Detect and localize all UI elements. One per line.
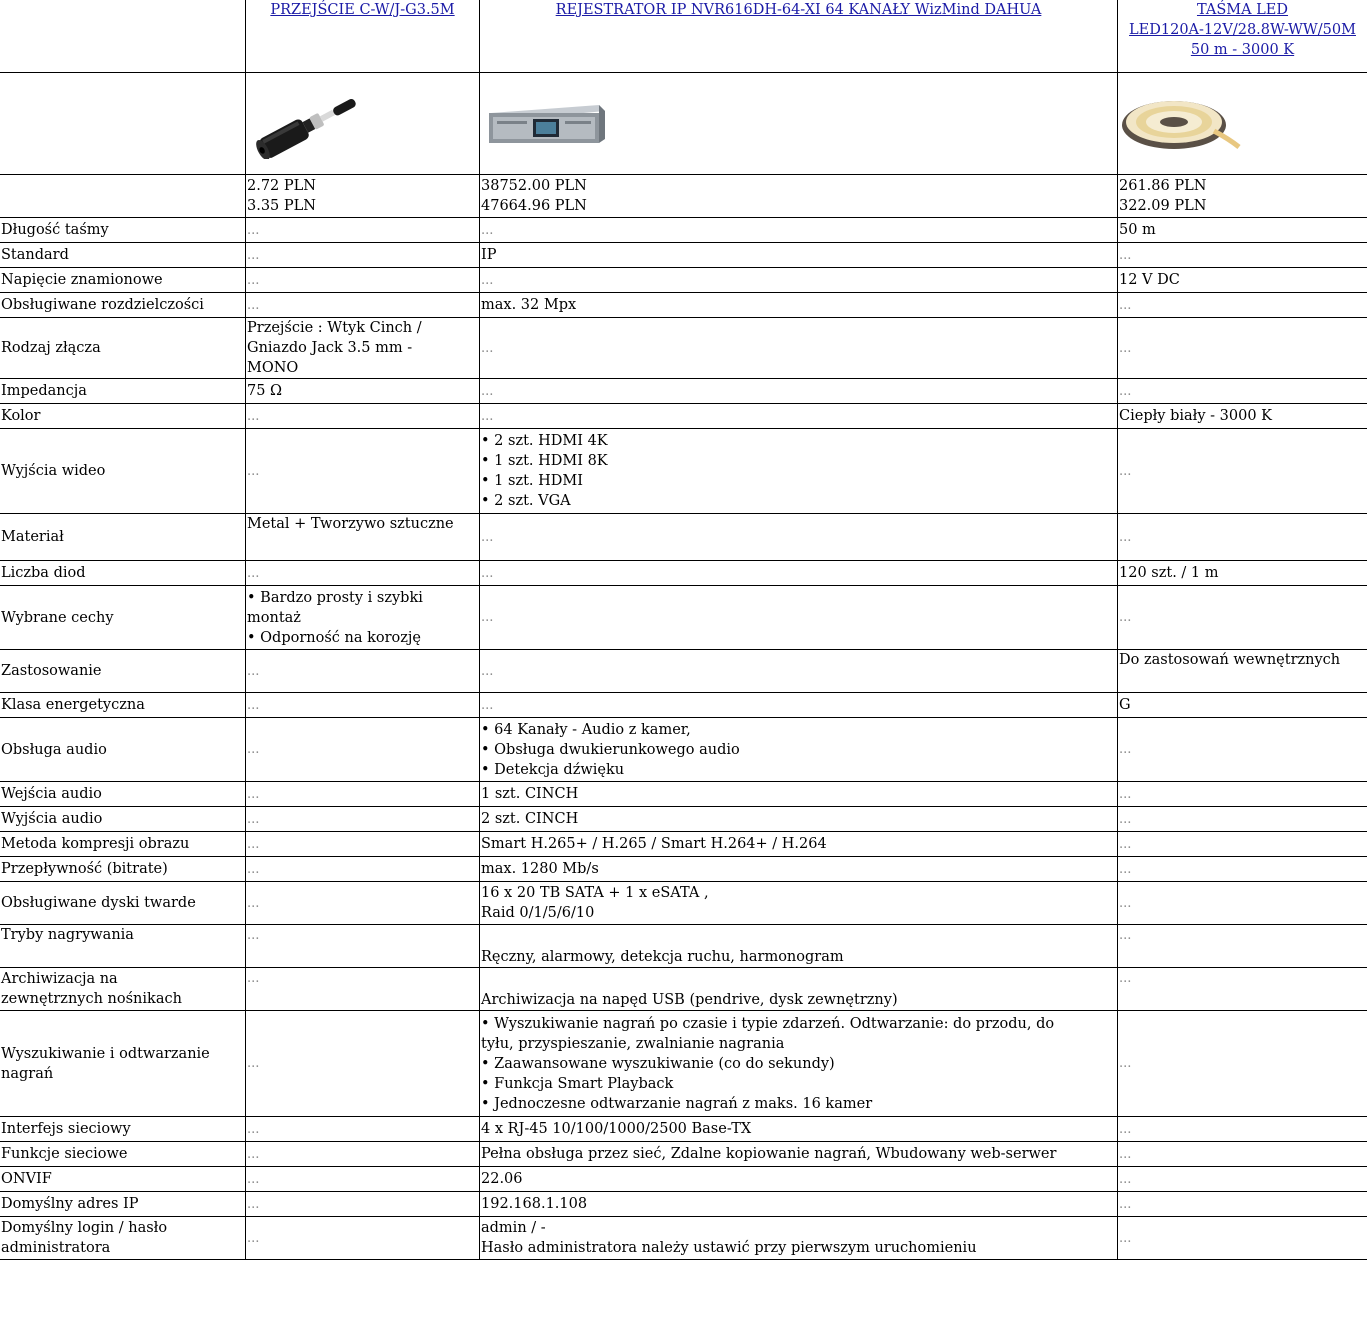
spec-label-text: Wybrane cechy [1,609,114,626]
spec-row [0,243,1367,268]
price-net: 2.72 PLN [247,178,316,194]
spec-value-nvr [480,857,1118,882]
spec-value-adapter-text: ... [247,247,260,263]
product-name-line: LED120A-12V/28.8W-WW/50M [1129,22,1356,38]
spec-row [0,404,1367,429]
spec-value-nvr-line: • 1 szt. HDMI [481,473,583,489]
product-link-adapter[interactable]: PRZEJŚCIE C-W/J-G3.5M [270,2,455,18]
spec-value-nvr-line: Hasło administratora należy ustawić przy pierwszym uruchomieniu [481,1240,977,1256]
spec-value-adapter-text: ... [247,971,260,986]
spec-value-adapter-text: ... [247,297,260,313]
nvr-product-image[interactable] [481,99,611,149]
spec-value-led-strip [1118,561,1367,586]
spec-value-adapter-text: ... [247,742,260,757]
spec-row [0,1217,1367,1260]
spec-label-text: Tryby nagrywania [1,927,134,943]
spec-label-text: Kolor [1,408,41,424]
spec-value-led-strip-text: 50 m [1119,222,1156,238]
spec-value-nvr [480,268,1118,293]
spec-label-line: Wyszukiwanie i odtwarzanie [1,1045,210,1062]
spec-label [0,693,246,718]
spec-value-led-strip [1118,1217,1367,1260]
spec-value-adapter [246,857,480,882]
spec-value-nvr [480,586,1118,650]
spec-label-text: Obsługiwane dyski twarde [1,895,196,911]
spec-value-nvr [480,379,1118,404]
spec-row [0,218,1367,243]
spec-label-line: nagrań [1,1065,54,1082]
spec-value-led-strip [1118,268,1367,293]
spec-value-led-strip [1118,218,1367,243]
spec-value-nvr-text: Pełna obsługa przez sieć, Zdalne kopiowanie nagrań, Wbudowany web-serwer [481,1146,1057,1162]
spec-label [0,832,246,857]
spec-label-text: Zastosowanie [1,663,102,679]
spec-value-nvr-text: ... [481,272,494,288]
spec-label-text: Domyślny adres IP [1,1196,139,1212]
spec-value-led-strip-text: ... [1119,1146,1132,1162]
spec-row [0,1117,1367,1142]
spec-label-text: Wejścia audio [1,786,102,802]
spec-label-text: Napięcie znamionowe [1,272,163,288]
spec-value-nvr-text: ... [481,340,494,356]
product-image-row [0,73,1367,175]
spec-value-nvr [480,650,1118,693]
spec-label-text: Materiał [1,529,64,545]
spec-value-led-strip-text: ... [1119,811,1132,827]
corner-cell [0,175,246,218]
spec-row [0,1011,1367,1117]
spec-value-adapter [246,379,480,404]
spec-value-nvr-text: 192.168.1.108 [481,1196,588,1212]
spec-value-led-strip [1118,925,1367,968]
spec-value-adapter-text: ... [247,786,260,802]
spec-label [0,243,246,268]
spec-label-text: Obsługiwane rozdzielczości [1,297,204,313]
spec-value-adapter [246,429,480,514]
spec-value-adapter-text: ... [247,463,260,479]
spec-value-led-strip [1118,1167,1367,1192]
spec-value-adapter-text: ... [247,861,260,877]
spec-row [0,1167,1367,1192]
spec-value-adapter [246,1192,480,1217]
price-gross: 3.35 PLN [247,198,316,214]
spec-label [0,293,246,318]
spec-value-nvr-text: ... [481,663,494,679]
spec-label [0,586,246,650]
spec-row [0,1192,1367,1217]
product-name-cell [1118,0,1367,73]
spec-value-led-strip-text: ... [1119,383,1132,399]
spec-value-nvr [480,429,1118,514]
spec-value-nvr [480,1142,1118,1167]
spec-value-nvr-line: • 64 Kanały - Audio z kamer, [481,721,691,738]
spec-label [0,268,246,293]
spec-label-line: zewnętrznych nośnikach [1,991,182,1007]
spec-value-nvr-text: Ręczny, alarmowy, detekcja ruchu, harmonogram [481,949,844,965]
spec-label [0,968,246,1011]
spec-value-adapter-text: ... [247,1230,260,1246]
spec-value-nvr-line: • Funkcja Smart Playback [481,1075,674,1092]
led-strip-product-image[interactable] [1119,89,1244,159]
spec-row [0,718,1367,782]
spec-value-adapter-text: ... [247,1146,260,1162]
spec-value-adapter [246,561,480,586]
spec-value-adapter-line: • Bardzo prosty i szybki [247,589,423,606]
spec-value-adapter [246,514,480,561]
spec-value-nvr [480,218,1118,243]
spec-value-led-strip [1118,379,1367,404]
spec-value-adapter-line: Gniazdo Jack 3.5 mm - [247,340,413,356]
spec-value-led-strip-text: ... [1119,247,1132,263]
spec-label [0,218,246,243]
spec-value-adapter [246,1167,480,1192]
spec-value-led-strip-text: G [1119,697,1131,713]
spec-value-adapter-text: Metal + Tworzywo sztuczne [247,516,454,532]
spec-value-adapter [246,968,480,1011]
spec-value-led-strip [1118,404,1367,429]
spec-value-nvr [480,404,1118,429]
spec-value-adapter [246,1142,480,1167]
spec-value-led-strip [1118,318,1367,379]
spec-value-led-strip-text: ... [1119,463,1132,479]
spec-value-adapter-line: MONO [247,360,299,376]
spec-value-adapter-text: ... [247,895,260,911]
spec-value-adapter-line: Przejście : Wtyk Cinch / [247,320,422,336]
spec-value-adapter-text: ... [247,836,260,852]
spec-row [0,379,1367,404]
spec-value-led-strip [1118,718,1367,782]
spec-value-nvr [480,807,1118,832]
spec-value-led-strip [1118,514,1367,561]
spec-row [0,925,1367,968]
spec-label-text: Rodzaj złącza [1,340,101,356]
spec-value-led-strip-text: ... [1119,340,1132,356]
spec-value-adapter [246,832,480,857]
spec-label [0,650,246,693]
spec-value-nvr-text: ... [481,565,494,581]
spec-value-nvr [480,514,1118,561]
price-net: 261.86 PLN [1119,178,1207,194]
spec-value-nvr-text: ... [481,222,494,238]
spec-row [0,561,1367,586]
spec-value-adapter [246,243,480,268]
spec-label-text: Przepływność (bitrate) [1,861,168,877]
spec-label-line: Archiwizacja na [1,971,118,987]
spec-value-adapter [246,404,480,429]
spec-value-nvr [480,718,1118,782]
spec-label [0,925,246,968]
spec-value-nvr [480,968,1118,1011]
spec-value-adapter [246,925,480,968]
spec-value-nvr [480,243,1118,268]
spec-value-led-strip-text: ... [1119,742,1132,757]
spec-label-line: Domyślny login / hasło [1,1220,168,1236]
spec-row [0,650,1367,693]
spec-label-text: Wyjścia audio [1,811,103,827]
spec-value-led-strip-text: ... [1119,610,1132,625]
spec-label-text: Funkcje sieciowe [1,1146,128,1162]
spec-value-adapter [246,693,480,718]
spec-row [0,514,1367,561]
spec-value-nvr-text: ... [481,529,494,545]
spec-value-led-strip [1118,968,1367,1011]
spec-value-adapter-text: ... [247,408,260,424]
spec-row [0,268,1367,293]
spec-value-nvr [480,1117,1118,1142]
spec-rows [0,218,1367,1260]
spec-value-adapter-text: ... [247,697,260,713]
spec-value-led-strip-text: 120 szt. / 1 m [1119,565,1219,581]
spec-row [0,782,1367,807]
spec-label-text: Impedancja [1,383,87,399]
spec-row [0,293,1367,318]
spec-value-nvr [480,782,1118,807]
spec-value-adapter [246,586,480,650]
spec-value-adapter [246,1117,480,1142]
product-name-row [0,0,1367,73]
price-net: 38752.00 PLN [481,178,587,194]
corner-cell [0,73,246,175]
spec-value-led-strip-text: ... [1119,1056,1132,1071]
spec-value-nvr-text: ... [481,383,494,399]
spec-value-adapter-text: ... [247,222,260,238]
spec-value-led-strip-text: Do zastosowań wewnętrznych [1119,652,1341,668]
spec-value-adapter-text: ... [247,272,260,288]
spec-value-led-strip [1118,1192,1367,1217]
spec-value-led-strip [1118,1142,1367,1167]
spec-value-nvr-line: tyłu, przyspieszanie, zwalnianie nagrania [481,1035,785,1052]
spec-value-led-strip [1118,857,1367,882]
spec-value-led-strip [1118,782,1367,807]
spec-value-led-strip [1118,693,1367,718]
spec-label-text: Wyjścia wideo [1,463,106,479]
product-image-cell [1118,73,1367,175]
spec-label [0,1167,246,1192]
spec-value-adapter [246,318,480,379]
spec-value-nvr [480,1167,1118,1192]
spec-label-line: administratora [1,1240,111,1256]
spec-label [0,514,246,561]
spec-label-text: Metoda kompresji obrazu [1,836,190,852]
spec-value-nvr [480,693,1118,718]
spec-row [0,882,1367,925]
spec-value-led-strip-text: 12 V DC [1119,272,1180,288]
spec-label [0,807,246,832]
spec-value-nvr-line: • 2 szt. HDMI 4K [481,433,608,449]
spec-value-adapter-text: ... [247,663,260,679]
spec-value-adapter [246,1217,480,1260]
spec-value-adapter [246,650,480,693]
spec-label [0,561,246,586]
spec-value-nvr [480,925,1118,968]
spec-value-led-strip [1118,1117,1367,1142]
spec-value-nvr-text: max. 32 Mpx [481,297,577,313]
spec-label [0,1117,246,1142]
spec-value-nvr-line: • 2 szt. VGA [481,493,571,509]
product-name-cell [246,0,480,73]
spec-value-nvr-text: Archiwizacja na napęd USB (pendrive, dysk zewnętrzny) [481,992,898,1008]
price-cell [1118,175,1367,218]
spec-value-nvr [480,318,1118,379]
product-name-line: TAŚMA LED [1196,2,1289,18]
spec-value-nvr [480,1192,1118,1217]
spec-value-led-strip-text: ... [1119,1230,1132,1246]
spec-value-nvr-text: 4 x RJ-45 10/100/1000/2500 Base-TX [481,1121,752,1137]
spec-value-led-strip [1118,243,1367,268]
spec-label-text: Klasa energetyczna [1,697,145,713]
spec-label [0,1192,246,1217]
spec-value-nvr-text: IP [481,247,497,263]
spec-value-led-strip [1118,1011,1367,1117]
spec-value-led-strip [1118,882,1367,925]
spec-value-nvr [480,293,1118,318]
spec-value-led-strip [1118,832,1367,857]
spec-label-text: Interfejs sieciowy [1,1121,131,1137]
spec-label [0,379,246,404]
spec-value-adapter-text: 75 Ω [247,383,283,399]
spec-label [0,882,246,925]
spec-value-led-strip-text: ... [1119,786,1132,802]
spec-value-led-strip-text: ... [1119,971,1132,986]
price-row [0,175,1367,218]
spec-value-led-strip-text: Ciepły biały - 3000 K [1119,408,1273,424]
spec-value-led-strip-text: ... [1119,895,1132,911]
spec-label [0,857,246,882]
price-cell [246,175,480,218]
spec-value-adapter-line: montaż [247,609,301,626]
spec-value-adapter [246,1011,480,1117]
spec-value-led-strip-text: ... [1119,1121,1132,1137]
spec-value-adapter [246,718,480,782]
spec-value-nvr-text: ... [481,610,494,625]
spec-value-adapter [246,268,480,293]
spec-value-led-strip-text: ... [1119,836,1132,852]
spec-value-adapter-text: ... [247,565,260,581]
spec-label [0,718,246,782]
spec-row [0,318,1367,379]
spec-label [0,1142,246,1167]
spec-row [0,807,1367,832]
spec-value-nvr-line: • Obsługa dwukierunkowego audio [481,741,740,758]
product-name-line: 50 m - 3000 K [1190,42,1295,58]
spec-value-led-strip-text: ... [1119,529,1132,545]
spec-value-adapter [246,882,480,925]
spec-value-nvr-text: ... [481,408,494,424]
spec-row [0,968,1367,1011]
spec-label-text: Liczba diod [1,565,86,581]
spec-value-nvr-line: • Wyszukiwanie nagrań po czasie i typie zdarzeń. Odtwarzanie: do przodu, do [481,1015,1055,1032]
spec-value-nvr-line: • 1 szt. HDMI 8K [481,453,608,469]
spec-value-adapter-text: ... [247,811,260,827]
spec-value-nvr [480,561,1118,586]
adapter-product-image[interactable] [247,89,362,159]
spec-label [0,1011,246,1117]
spec-value-led-strip-text: ... [1119,1171,1132,1187]
spec-value-nvr [480,832,1118,857]
spec-value-led-strip [1118,429,1367,514]
spec-value-adapter-line: • Odporność na korozję [247,629,421,646]
spec-value-nvr-text: max. 1280 Mb/s [481,861,599,877]
spec-row [0,429,1367,514]
spec-label [0,404,246,429]
product-name-cell [480,0,1118,73]
spec-value-nvr [480,1217,1118,1260]
spec-value-led-strip-text: ... [1119,928,1132,943]
price-gross: 322.09 PLN [1119,198,1207,214]
spec-label-text: ONVIF [1,1171,52,1187]
spec-row [0,832,1367,857]
spec-value-led-strip-text: ... [1119,297,1132,313]
spec-value-led-strip [1118,293,1367,318]
spec-value-adapter-text: ... [247,928,260,943]
spec-value-nvr-text: 22.06 [481,1171,523,1187]
spec-value-led-strip [1118,586,1367,650]
spec-value-nvr-text: 2 szt. CINCH [481,811,579,827]
spec-value-adapter [246,782,480,807]
spec-row [0,586,1367,650]
spec-value-led-strip-text: ... [1119,861,1132,877]
spec-value-nvr [480,1011,1118,1117]
spec-value-nvr-line: • Detekcja dźwięku [481,761,625,778]
spec-value-led-strip-text: ... [1119,1196,1132,1212]
spec-value-nvr-line: • Zaawansowane wyszukiwanie (co do sekundy) [481,1055,835,1072]
spec-value-led-strip [1118,807,1367,832]
product-link-nvr[interactable]: REJESTRATOR IP NVR616DH-64-XI 64 KANAŁY WizMind DAHUA [555,2,1042,18]
spec-value-nvr-line: 16 x 20 TB SATA + 1 x eSATA , [481,885,709,901]
spec-value-nvr-line: admin / - [481,1220,546,1236]
spec-value-adapter [246,218,480,243]
spec-value-nvr-line: Raid 0/1/5/6/10 [481,905,595,921]
spec-label-text: Standard [1,247,69,263]
spec-value-adapter-text: ... [247,1121,260,1137]
spec-value-adapter [246,807,480,832]
spec-label-text: Długość taśmy [1,222,109,238]
spec-row [0,857,1367,882]
spec-label [0,429,246,514]
spec-value-nvr-text: ... [481,697,494,713]
price-cell [480,175,1118,218]
product-image-cell [246,73,480,175]
spec-label-text: Obsługa audio [1,741,107,758]
spec-value-led-strip [1118,650,1367,693]
spec-label [0,1217,246,1260]
spec-value-adapter-text: ... [247,1171,260,1187]
spec-value-adapter-text: ... [247,1056,260,1071]
corner-cell [0,0,246,73]
price-gross: 47664.96 PLN [481,198,587,214]
spec-value-nvr-text: Smart H.265+ / H.265 / Smart H.264+ / H.264 [481,836,827,852]
spec-value-adapter [246,293,480,318]
spec-value-adapter-text: ... [247,1196,260,1212]
spec-value-nvr [480,882,1118,925]
spec-label [0,782,246,807]
spec-label [0,318,246,379]
spec-row [0,1142,1367,1167]
spec-value-nvr-text: 1 szt. CINCH [481,786,579,802]
spec-row [0,693,1367,718]
product-image-cell [480,73,1118,175]
spec-value-nvr-line: • Jednoczesne odtwarzanie nagrań z maks. 16 kamer [481,1095,873,1112]
product-link-led-strip[interactable] [1119,0,1366,60]
